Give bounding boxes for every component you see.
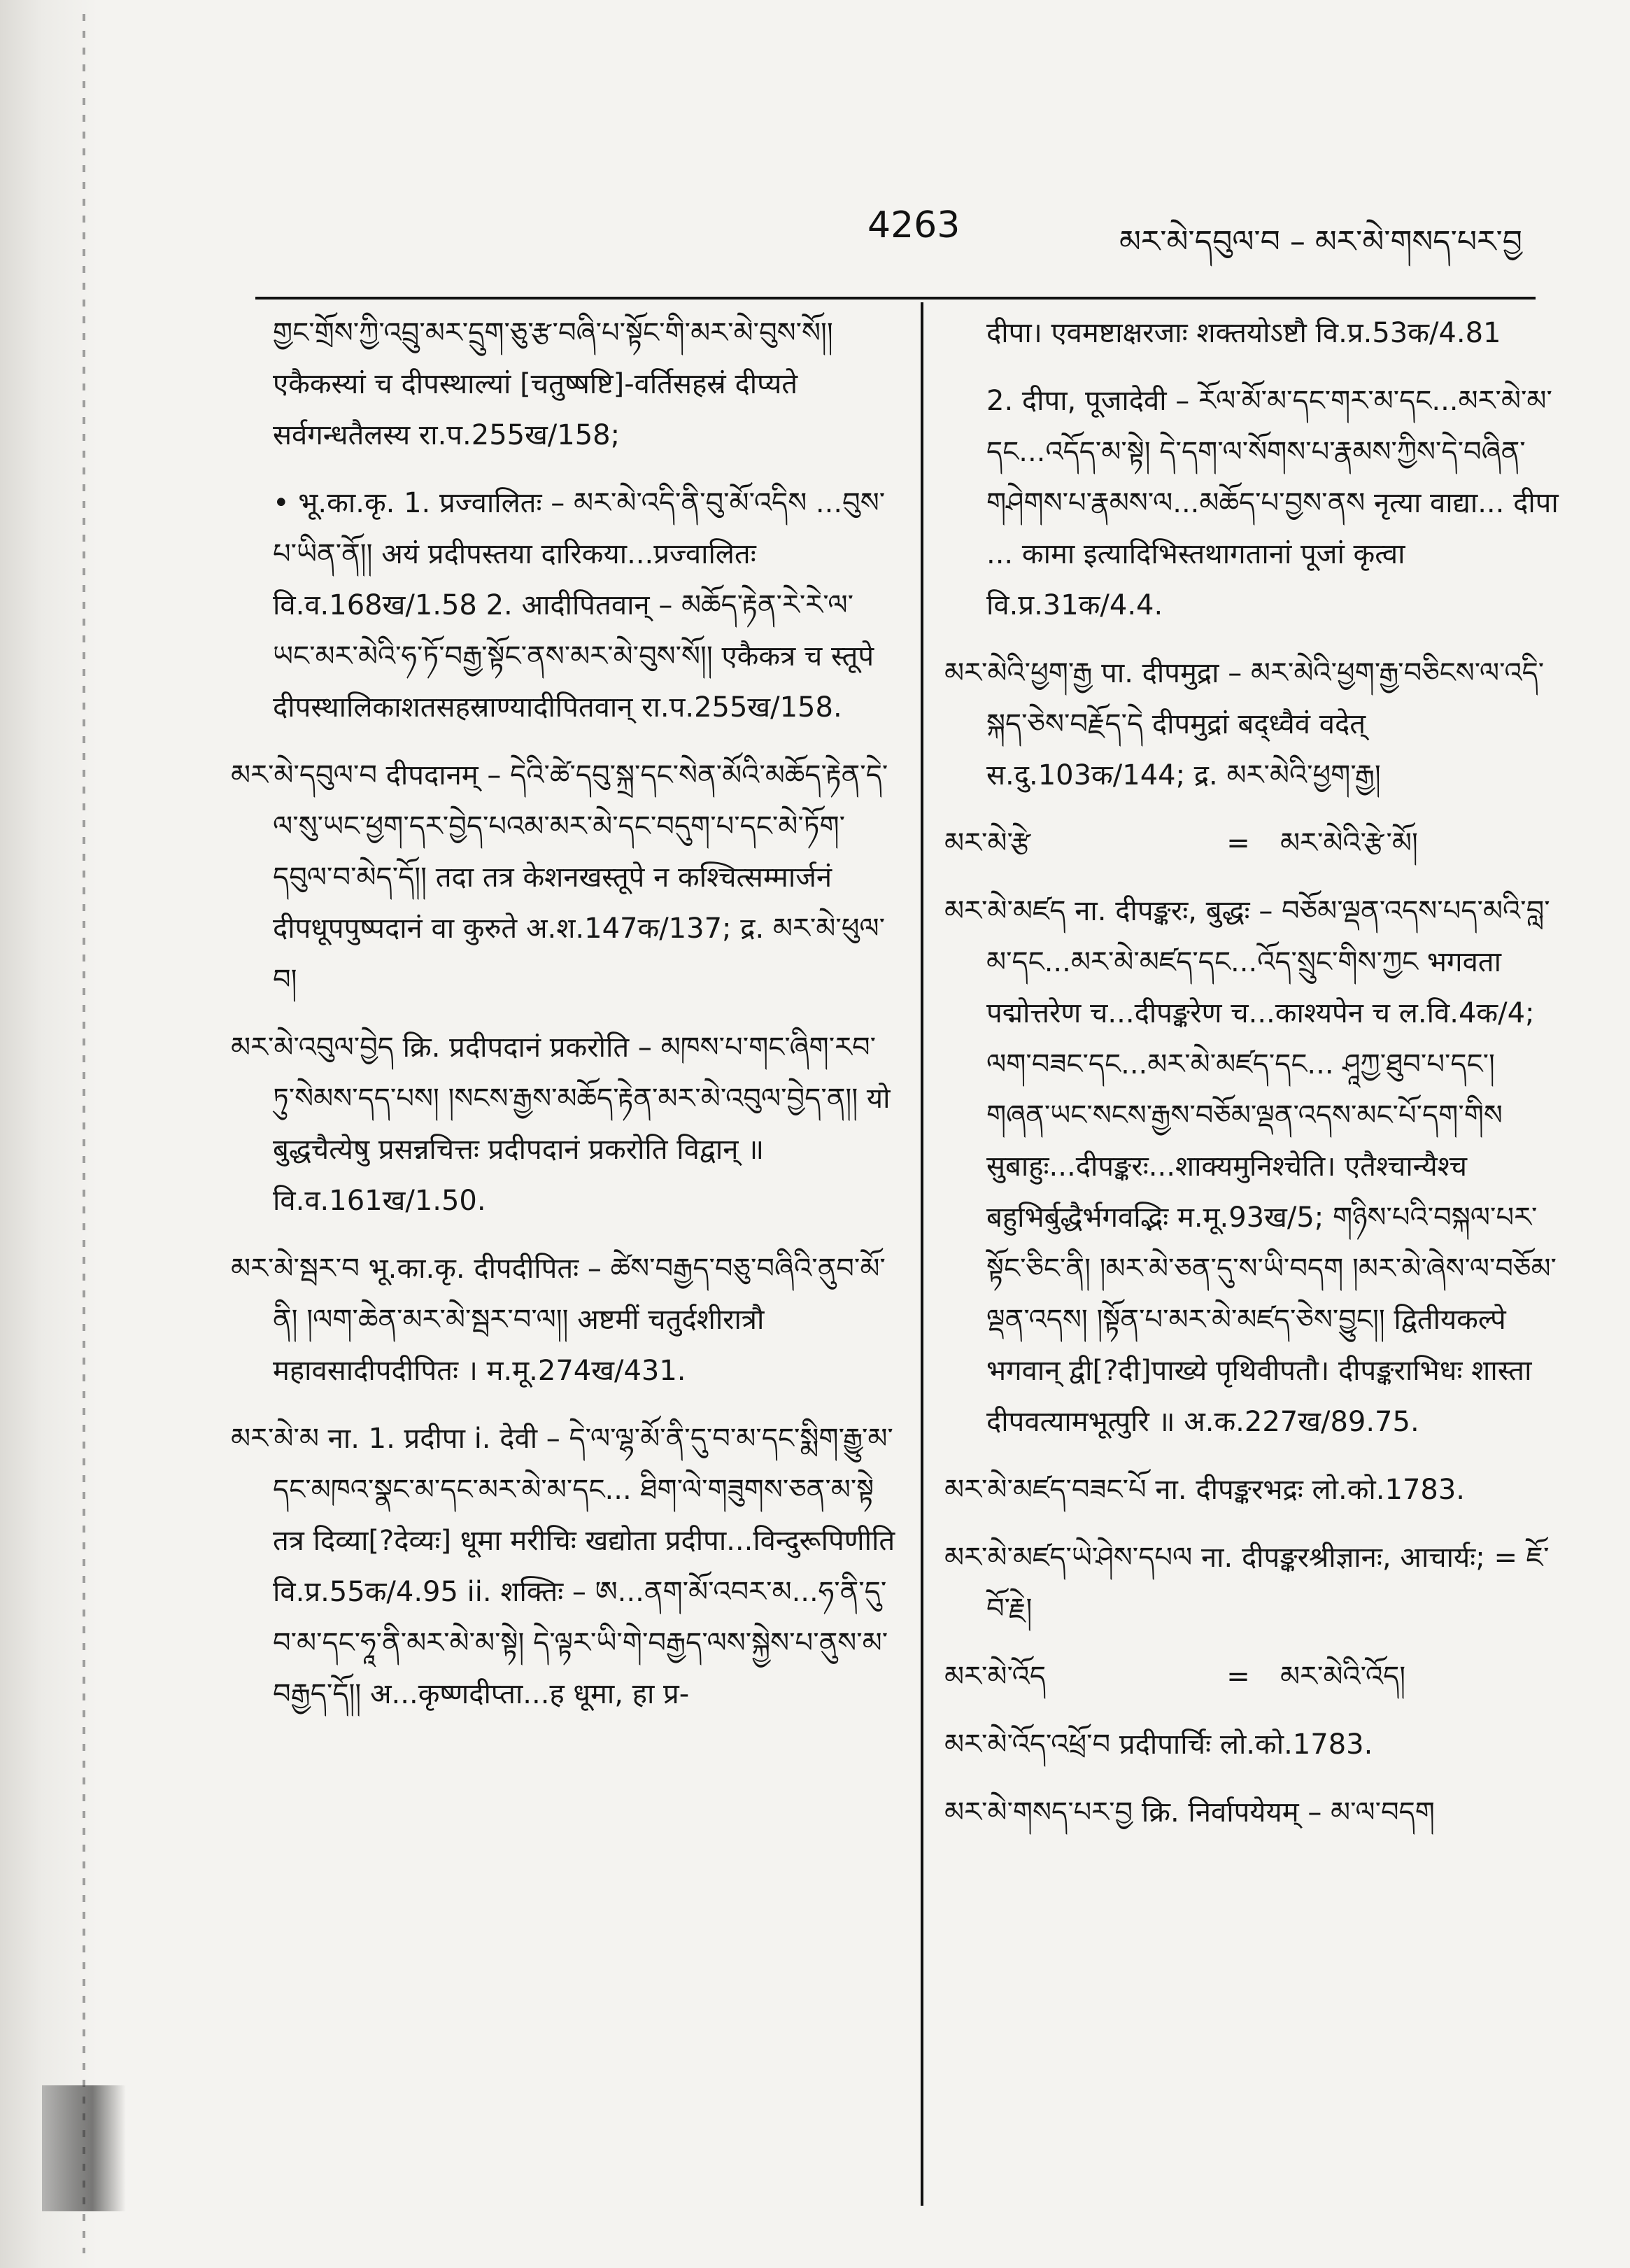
xref-target: མར་མེའི་འོད། xyxy=(1280,1661,1406,1693)
cross-reference-entry xyxy=(944,1651,1567,1703)
dictionary-entry: མར་མེ་མཛད་བཟང་པོ ना. दीपङ्करभद्रः लो.को.1783. xyxy=(944,1474,1466,1506)
cross-reference-entry xyxy=(944,818,1567,869)
xref-head: མར་མེ་རྩེ xyxy=(944,827,1031,859)
book-binding-shadow xyxy=(0,0,98,2268)
dictionary-entry: མར་མེའི་ཕྱག་རྒྱ पा. दीपमुद्रा – མར་མེའི་ཕྱག་རྒྱ་བཅིངས་ལ་འདི་སྐད་ཅེས་བརྗོད་དེ दीपमुद्रां बद्ध्वैवं वदेत् स.दु.103क/144; द्र. མར་མེའི་ཕྱག་རྒྱ། xyxy=(944,657,1545,791)
dictionary-entry: མར་མེ་དབུལ་བ दीपदानम् – དེའི་ཚེ་དབུ་སྐྲ་དང་སེན་མོའི་མཆོད་རྟེན་དེ་ལ་སུ་ཡང་ཕྱག་དར་བྱེད་པའམ་མར་མེ་དང་བདུག་པ་དང་མེ་ཏོག་དབུལ་བ་མེད་དོ།། तदा तत्र केशनखस्तूपे न कश्चित्सम्मार्जनं दीपधूपपुष्पदानं वा कुरुते अ.श.147क/137; द्र. མར་མེ་ཕུལ་བ། xyxy=(231,759,888,996)
dictionary-entry: མར་མེ་འབུལ་བྱེད क्रि. प्रदीपदानं प्रकरोति – མཁས་པ་གང་ཞིག་རབ་ཏུ་སེམས་དད་པས། །སངས་རྒྱས་མཆོད་རྟེན་མར་མེ་འབུལ་བྱེད་ན།། यो बुद्धचैत्येषु प्रसन्नचित्तः प्रदीपदानं प्रकरोति विद्वान् ॥ वि.व.161ख/1.50. xyxy=(231,1031,891,1217)
running-head: མར་མེ་དབུལ་བ – མར་མེ་གསད་པར་བྱ xyxy=(1119,224,1522,260)
xref-target: མར་མེའི་རྩེ་མོ། xyxy=(1280,827,1418,859)
right-column xyxy=(944,308,1567,1855)
dictionary-entry: མར་མེ་སྦར་བ भू.का.कृ. दीपदीपितः – ཚེས་བརྒྱད་བཅུ་བཞིའི་ནུབ་མོ་ནི། །ལག་ཆེན་མར་མེ་སྦར་བ་ལ།། अष्टमीं चतुर्दशीरात्रौ महावसादीपदीपितः । म.मू.274ख/431. xyxy=(231,1253,886,1387)
page-number: 4263 xyxy=(867,204,961,246)
dictionary-entry: མར་མེ་མཛད ना. दीपङ्करः, बुद्धः – བཅོམ་ལྡན་འདས་པད་མའི་བླ་མ་དང...མར་མེ་མཛད་དང...འོད་སྲུང་གིས་ཀྱང भगवता पद्मोत्तरेण च...दीपङ्करेण च...काश्यपेन च ल.वि.4क/4; ལག་བཟང་དང...མར་མེ་མཛད་དང... ཤཱཀྱ་ཐུབ་པ་དང་། གཞན་ཡང་སངས་རྒྱས་བཅོམ་ལྡན་འདས་མང་པོ་དག་གིས सुबाहुः...दीपङ्करः...शाक्यमुनिश्चेति। एतैश्चान्यैश्च बहुभिर्बुद्धैर्भगवद्भिः म.मू.93ख/5; གཉིས་པའི་བསྐལ་པར་སྟོང་ཅིང་ནི། །མར་མེ་ཅན་དུ་ས་ཡི་བདག །མར་མེ་ཞེས་ལ་བཅོམ་ལྡན་འདས། །སྟོན་པ་མར་མེ་མཛད་ཅེས་བྱུང།། द्वितीयकल्पे भगवान् द्वी[?दी]पाख्ये पृथिवीपतौ। दीपङ्कराभिधः शास्ता दीपवत्यामभूत्पुरि ॥ अ.क.227ख/89.75. xyxy=(944,895,1557,1438)
dictionary-entry: མར་མེ་འོད་འཕྲོ་བ प्रदीपार्चिः लो.को.1783. xyxy=(944,1728,1373,1761)
binding-stitch-line xyxy=(83,14,85,2253)
xref-head: མར་མེ་འོད xyxy=(944,1661,1047,1693)
dictionary-entry: མར་མེ་མ ना. 1. प्रदीपा i. देवी – དེ་ལ་ལྷ་མོ་ནི་དུ་བ་མ་དང་སྨིག་རྒྱུ་མ་དང་མཁའ་སྣང་མ་དང་མར་མེ་མ་དང... ཐིག་ལེ་གཟུགས་ཅན་མ་སྟེ तत्र दिव्या[?देव्यः] धूमा मरीचिः खद्योता प्रदीपा...विन्दुरूपिणीति वि.प्र.55क/4.95 ii. शक्तिः – ཨ...ནག་མོ་འབར་མ...ཧ་ནི་དུ་བ་མ་དང་ཧཱ་ནི་མར་མེ་མ་སྟེ། དེ་ལྟར་ཡི་གེ་བརྒྱད་ལས་སྐྱེས་པ་ནུས་མ་བརྒྱད་དོ།། अ...कृष्णदीप्ता...ह धूमा, हा प्र- xyxy=(231,1423,895,1710)
entry-continuation: གྱང་གྲོས་ཀྱི་འབྲུ་མར་དྲུག་ཅུ་རྩ་བཞི་པ་སྟོང་གི་མར་མེ་བུས་སོ།། एकैकस्यां च दीपस्थाल्यां [चतुष्षष्टि]-वर्तिसहस्रं दीप्यते सर्वगन्धतैलस्य रा.प.255ख/158; xyxy=(273,317,833,451)
entry-continuation: 2. दीपा, पूजादेवी – རོལ་མོ་མ་དང་གར་མ་དང...མར་མེ་མ་དང...འདོད་མ་སྟེ། དེ་དག་ལ་སོགས་པ་རྣམས་ཀྱིས་དེ་བཞིན་གཤེགས་པ་རྣམས་ལ...མཆོད་པ་བྱས་ནས नृत्या वाद्या... दीपा ... कामा इत्यादिभिस्तथागतानां पूजां कृत्वा वि.प्र.31क/4.4. xyxy=(986,385,1559,621)
left-column xyxy=(231,308,895,1737)
binding-foot-shadow xyxy=(42,2085,126,2211)
dictionary-entry: མར་མེ་གསད་པར་བྱ क्रि. निर्वापयेयम् – མ་ལ་བདག xyxy=(944,1796,1435,1829)
dictionary-entry: མར་མེ་མཛད་ཡེ་ཤེས་དཔལ ना. दीपङ्करश्रीज्ञानः, आचार्यः; = ཇོ་བོ་རྗེ། xyxy=(944,1542,1550,1625)
xref-eq: = xyxy=(1226,1661,1250,1693)
entry-continuation: दीपा। एवमष्टाक्षरजाः शक्तयोऽष्टौ वि.प्र.53क/4.81 xyxy=(986,317,1501,349)
column-divider xyxy=(921,302,923,2206)
xref-eq: = xyxy=(1226,827,1250,859)
entry-continuation: • भू.का.कृ. 1. प्रज्वालितः – མར་མེ་འདི་ནི་བུ་མོ་འདིས ...བུས་པ་ཡིན་ནོ།། अयं प्रदीपस्तया दारिकया...प्रज्वालितः वि.व.168ख/1.58 2. आदीपितवान् – མཆོད་རྟེན་རེ་རེ་ལ་ཡང་མར་མེའི་ཧ་ཏོ་བརྒྱ་སྟོང་ནས་མར་མེ་བུས་སོ།། एकैकत्र च स्तूपे दीपस्थालिकाशतसहस्राण्यादीपितवान् रा.प.255ख/158. xyxy=(273,487,886,724)
header-rule xyxy=(255,297,1536,300)
